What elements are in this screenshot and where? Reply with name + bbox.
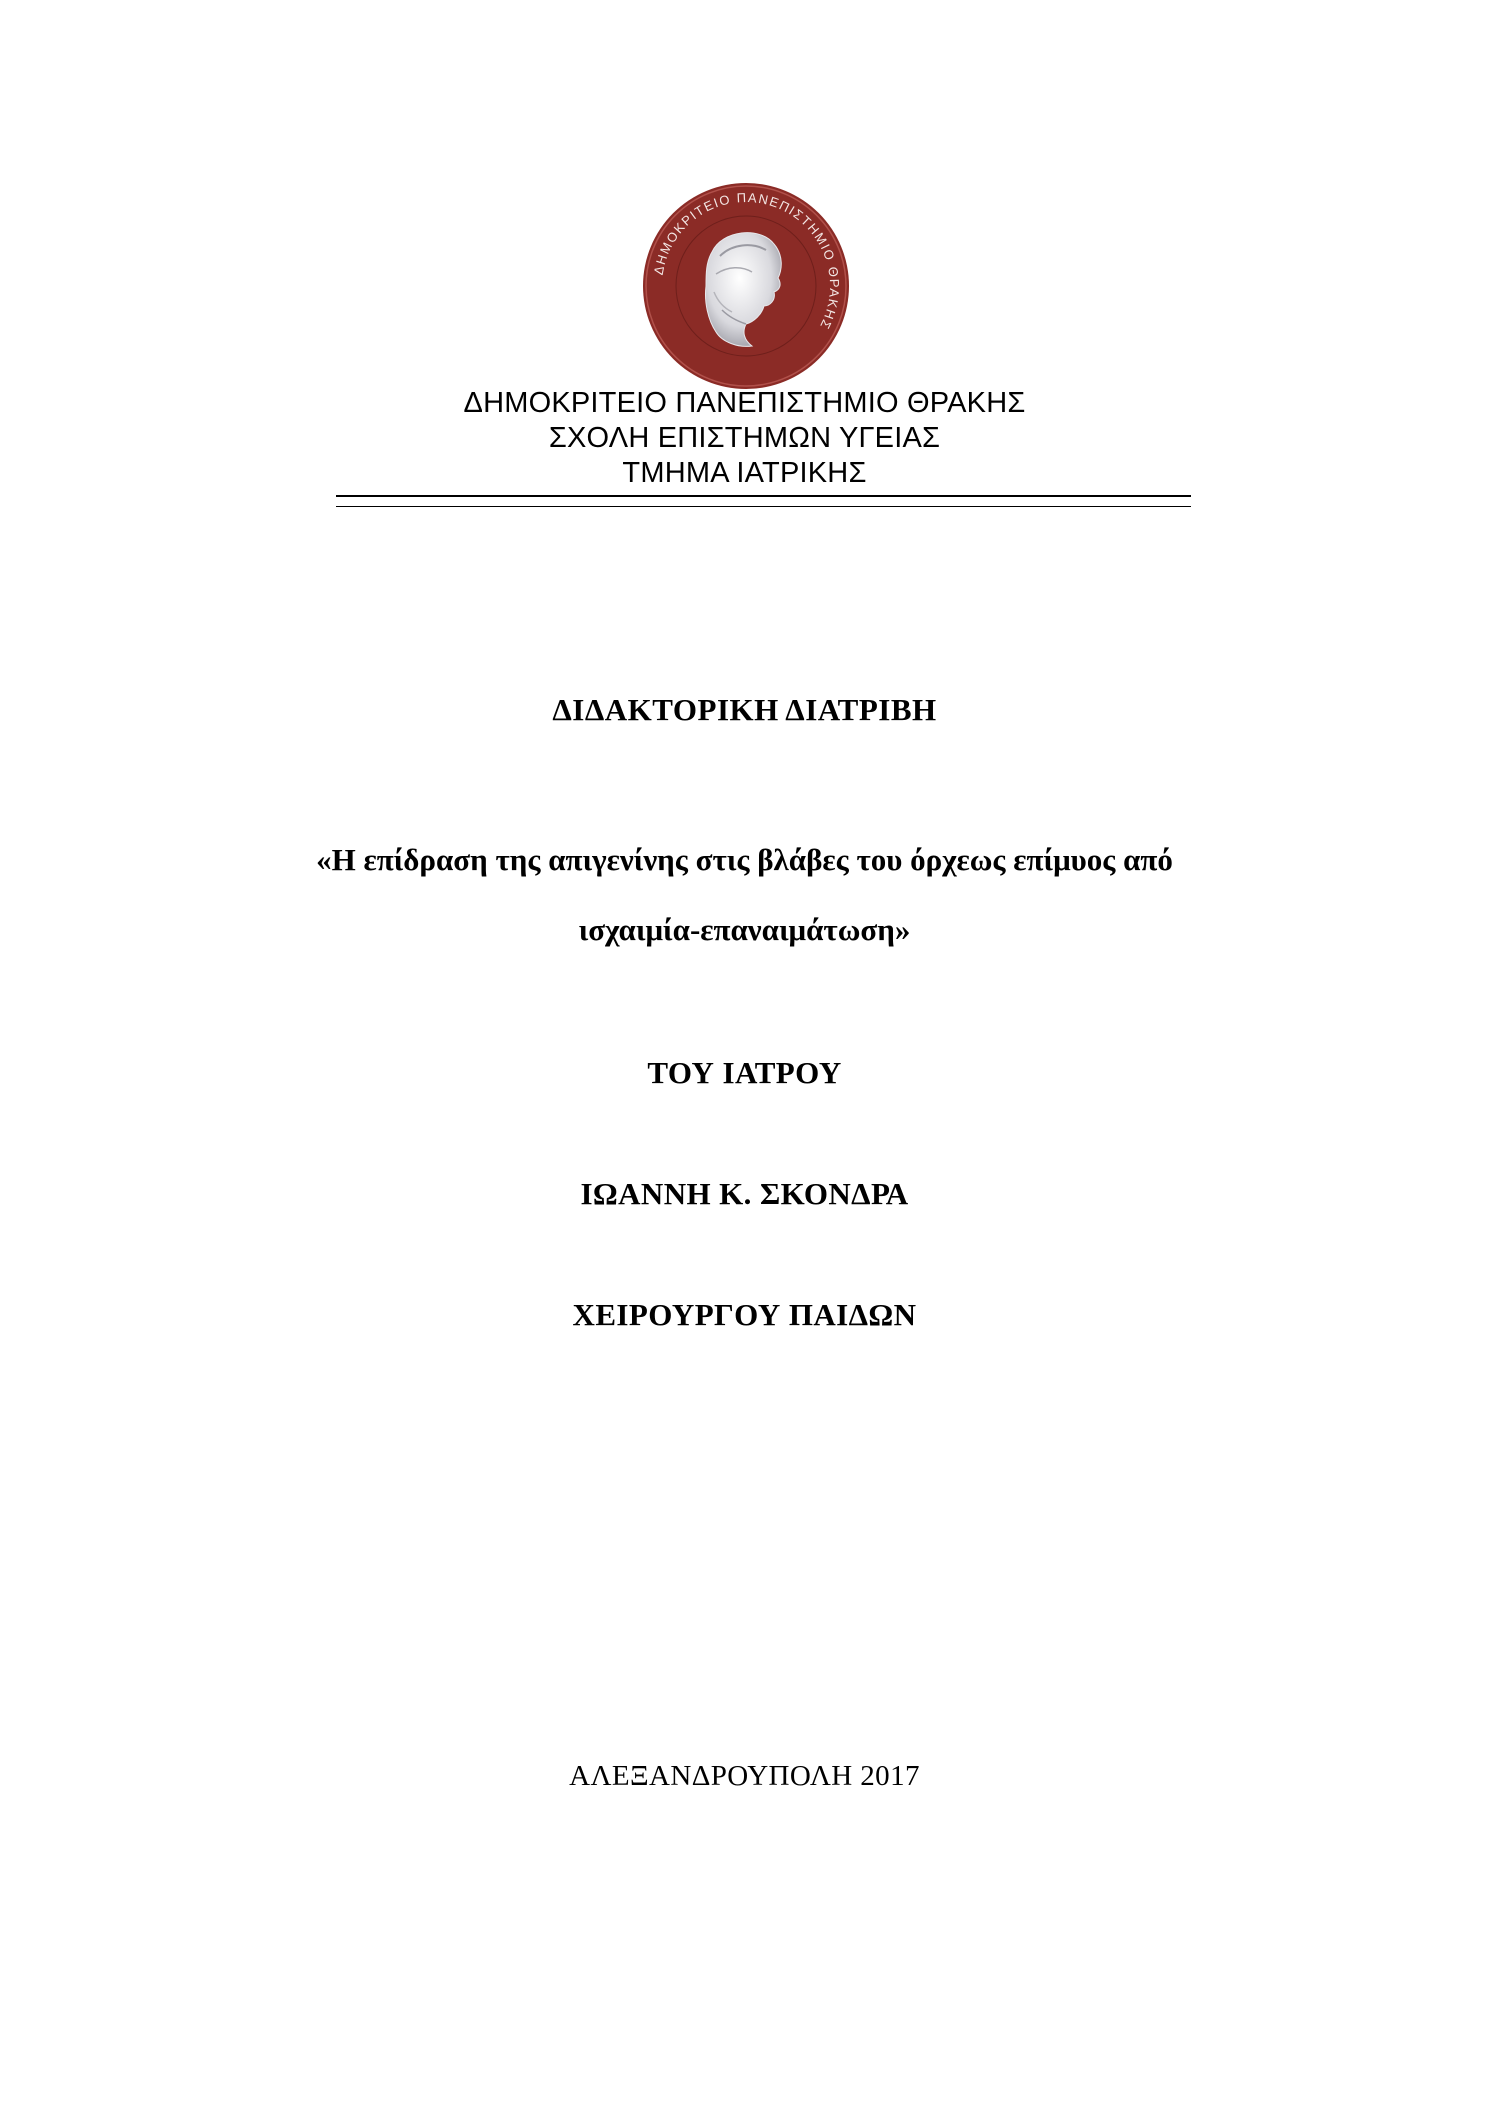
department-name: ΤΜΗΜΑ ΙΑΤΡΙΚΗΣ: [622, 457, 867, 489]
header-divider-thin: [336, 506, 1191, 507]
university-seal-logo: [642, 182, 850, 390]
author-prefix: ΤΟΥ ΙΑΤΡΟΥ: [647, 1055, 842, 1090]
author-role: ΧΕΙΡΟΥΡΓΟΥ ΠΑΙΔΩΝ: [572, 1297, 917, 1332]
school-name: ΣΧΟΛΗ ΕΠΙΣΤΗΜΩΝ ΥΓΕΙΑΣ: [548, 422, 941, 454]
thesis-title-line-1: «Η επίδραση της απιγενίνης στις βλάβες του όρχεως επίμυος από: [316, 842, 1173, 877]
svg-text:ΔΗΜΟΚΡΙΤΕΙΟ ΠΑΝΕΠΙΣΤΗΜΙΟ ΘΡΑΚΗ: ΔΗΜΟΚΡΙΤΕΙΟ ΠΑΝΕΠΙΣΤΗΜΙΟ ΘΡΑΚΗΣ: [650, 189, 843, 333]
header-divider-thick: [336, 495, 1191, 497]
author-name: ΙΩΑΝΝΗ Κ. ΣΚΟΝΔΡΑ: [580, 1176, 909, 1211]
place-and-year: ΑΛΕΞΑΝΔΡΟΥΠΟΛΗ 2017: [569, 1760, 920, 1792]
document-type: ΔΙΔΑΚΤΟΡΙΚΗ ΔΙΑΤΡΙΒΗ: [552, 692, 937, 727]
institution-header: [0, 386, 1489, 491]
thesis-title-line-2: ισχαιμία-επαναιμάτωση»: [578, 912, 911, 947]
university-name: ΔΗΜΟΚΡΙΤΕΙΟ ΠΑΝΕΠΙΣΤΗΜΙΟ ΘΡΑΚΗΣ: [463, 387, 1026, 419]
